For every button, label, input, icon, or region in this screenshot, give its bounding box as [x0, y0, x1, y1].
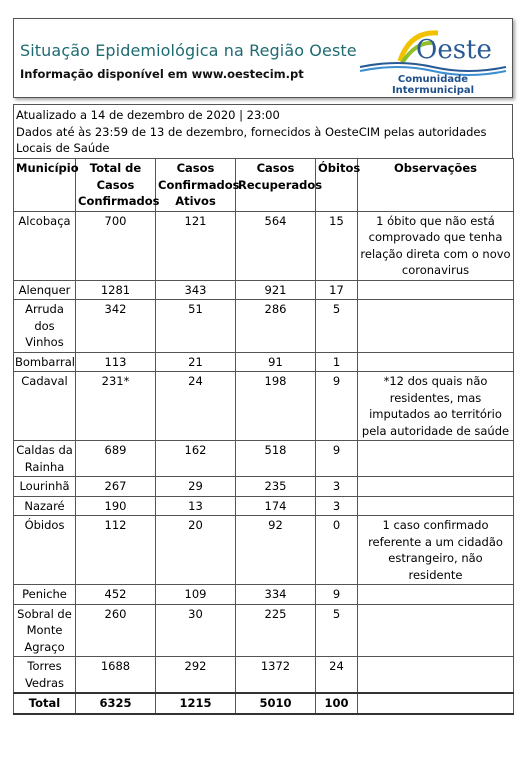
table-row [14, 477, 514, 497]
table-row [14, 300, 514, 353]
cell-municipio: Torres Vedras [14, 657, 76, 694]
cell-total: 689 [76, 441, 156, 477]
cell-obitos: 9 [316, 441, 358, 477]
total-obitos: 100 [316, 693, 358, 714]
cell-total: 190 [76, 496, 156, 516]
table-row [14, 211, 514, 280]
cell-obitos: 15 [316, 211, 358, 280]
total-row [14, 693, 514, 714]
cell-recuperados: 286 [236, 300, 316, 353]
total-recuperados: 5010 [236, 693, 316, 714]
cell-total: 267 [76, 477, 156, 497]
cell-total: 1688 [76, 657, 156, 694]
cell-total: 342 [76, 300, 156, 353]
cell-municipio: Lourinhã [14, 477, 76, 497]
cell-ativos: 121 [156, 211, 236, 280]
table-row [14, 441, 514, 477]
cell-ativos: 343 [156, 280, 236, 300]
cell-municipio: Óbidos [14, 516, 76, 585]
cell-ativos: 29 [156, 477, 236, 497]
table-row [14, 657, 514, 694]
cell-ativos: 162 [156, 441, 236, 477]
cell-ativos: 20 [156, 516, 236, 585]
col-header-ativos: Casos Confirmados Ativos [156, 159, 236, 212]
cell-total: 452 [76, 585, 156, 605]
cell-recuperados: 518 [236, 441, 316, 477]
cell-obitos: 5 [316, 300, 358, 353]
cell-recuperados: 174 [236, 496, 316, 516]
total-ativos: 1215 [156, 693, 236, 714]
table-row [14, 585, 514, 605]
cell-obitos: 3 [316, 496, 358, 516]
cell-total: 113 [76, 352, 156, 372]
cell-observacoes [358, 477, 514, 497]
cell-observacoes [358, 496, 514, 516]
cell-municipio: Nazaré [14, 496, 76, 516]
cell-observacoes [358, 441, 514, 477]
document-frame [13, 18, 513, 745]
col-header-observacoes: Observações [358, 159, 514, 212]
cell-municipio: Sobral de Monte Agraço [14, 604, 76, 657]
cell-recuperados: 91 [236, 352, 316, 372]
cell-recuperados: 92 [236, 516, 316, 585]
cell-municipio: Caldas da Rainha [14, 441, 76, 477]
cell-ativos: 24 [156, 372, 236, 441]
cell-total: 112 [76, 516, 156, 585]
cell-municipio: Cadaval [14, 372, 76, 441]
table-row [14, 516, 514, 585]
cell-ativos: 30 [156, 604, 236, 657]
table-row [14, 372, 514, 441]
cell-obitos: 9 [316, 372, 358, 441]
cell-observacoes [358, 604, 514, 657]
cell-obitos: 0 [316, 516, 358, 585]
cell-obitos: 3 [316, 477, 358, 497]
col-header-municipio: Município [14, 159, 76, 212]
cell-total: 231* [76, 372, 156, 441]
cell-observacoes: *12 dos quais não residentes, mas imputados ao território pela autoridade de saúde [358, 372, 514, 441]
cell-total: 1281 [76, 280, 156, 300]
cell-municipio: Alcobaça [14, 211, 76, 280]
cell-ativos: 51 [156, 300, 236, 353]
cell-ativos: 13 [156, 496, 236, 516]
col-header-obitos: Óbitos [316, 159, 358, 212]
cell-municipio: Bombarral [14, 352, 76, 372]
total-confirmados: 6325 [76, 693, 156, 714]
col-header-total: Total de Casos Confirmados [76, 159, 156, 212]
page-title: Situação Epidemiológica na Região Oeste [20, 41, 357, 60]
cell-observacoes [358, 657, 514, 694]
cell-observacoes [358, 300, 514, 353]
cell-obitos: 24 [316, 657, 358, 694]
cell-observacoes [358, 352, 514, 372]
cell-observacoes: 1 caso confirmado referente a um cidadão estrangeiro, não residente [358, 516, 514, 585]
cell-recuperados: 334 [236, 585, 316, 605]
cell-ativos: 292 [156, 657, 236, 694]
cell-total: 700 [76, 211, 156, 280]
logo-tagline: Comunidade Intermunicipal [391, 74, 475, 96]
info-link-text: Informação disponível em www.oestecim.pt [20, 67, 304, 81]
cell-recuperados: 225 [236, 604, 316, 657]
oeste-logo [358, 23, 508, 96]
cell-observacoes: 1 óbito que não está comprovado que tenha relação direta com o novo coronavirus [358, 211, 514, 280]
cell-observacoes [358, 585, 514, 605]
col-header-recuperados: Casos Recuperados [236, 159, 316, 212]
table-row [14, 352, 514, 372]
cell-obitos: 17 [316, 280, 358, 300]
cell-recuperados: 921 [236, 280, 316, 300]
cell-recuperados: 564 [236, 211, 316, 280]
table-header-row [14, 159, 514, 212]
cell-ativos: 21 [156, 352, 236, 372]
table-row [14, 604, 514, 657]
cell-obitos: 9 [316, 585, 358, 605]
total-observacoes [358, 693, 514, 714]
total-label: Total [14, 693, 76, 714]
cell-municipio: Arruda dos Vinhos [14, 300, 76, 353]
table-row [14, 496, 514, 516]
cell-municipio: Alenquer [14, 280, 76, 300]
cases-table [13, 158, 514, 715]
header-box [13, 18, 513, 98]
cell-recuperados: 198 [236, 372, 316, 441]
cell-obitos: 5 [316, 604, 358, 657]
cell-recuperados: 235 [236, 477, 316, 497]
data-source-note: Dados até às 23:59 de 13 de dezembro, fornecidos à OesteCIM pelas autoridades Locais de Saúde [16, 124, 487, 155]
cell-observacoes [358, 280, 514, 300]
update-date: Atualizado a 14 de dezembro de 2020 | 23:00 [16, 108, 280, 122]
cell-obitos: 1 [316, 352, 358, 372]
cell-total: 260 [76, 604, 156, 657]
update-info [13, 104, 513, 158]
table-row [14, 280, 514, 300]
cell-municipio: Peniche [14, 585, 76, 605]
cell-recuperados: 1372 [236, 657, 316, 694]
logo-word: Oeste [416, 35, 492, 65]
cell-ativos: 109 [156, 585, 236, 605]
